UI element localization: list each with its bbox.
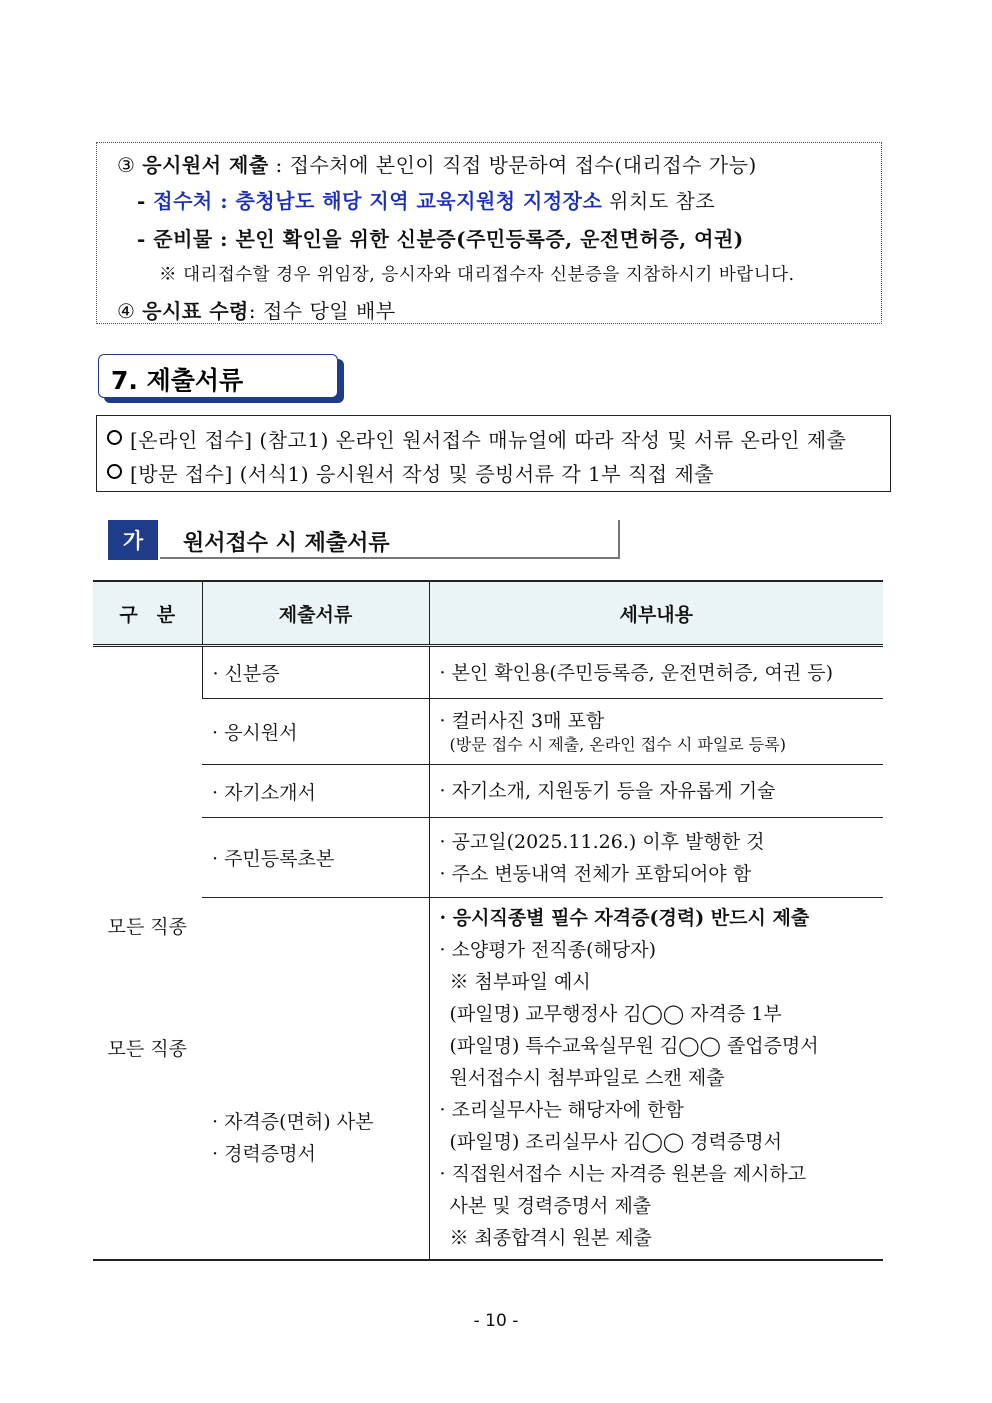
table-row <box>93 765 883 818</box>
reception-place-text: 접수처 : 충청남도 해당 지역 교육지원청 지정장소 <box>153 189 603 213</box>
detail-line: ※ 최종합격시 원본 제출 <box>449 1227 652 1249</box>
item-text: : 접수 당일 배부 <box>248 299 396 323</box>
item-number: ④ <box>117 299 136 323</box>
detail-cell <box>429 818 883 898</box>
detail-line: (파일명) 조리실무사 김◯◯ 경력증명서 <box>449 1131 782 1153</box>
reception-place-line <box>137 185 715 214</box>
detail-line: ※ 첨부파일 예시 <box>449 971 591 993</box>
table-header-row <box>93 581 883 646</box>
detail-line: · 컬러사진 3매 포함 <box>439 709 605 732</box>
circle-bullet-icon <box>107 464 122 479</box>
submission-info-box <box>96 142 882 324</box>
method-text: [온라인 접수] (참고1) 온라인 원서접수 매뉴얼에 따라 작성 및 서류 온라인 제출 <box>130 428 847 452</box>
header-category: 구 분 <box>93 581 202 646</box>
doc-cell: · 응시원서 <box>202 699 429 765</box>
detail-line: (파일명) 특수교육실무원 김◯◯ 졸업증명서 <box>449 1035 819 1057</box>
item-ticket <box>117 295 396 324</box>
documents-table <box>93 580 883 1261</box>
detail-cell <box>429 898 883 1260</box>
item-heading: 응시표 수령 <box>142 299 249 323</box>
detail-line: · 자기소개, 지원동기 등을 자유롭게 기술 <box>439 780 776 802</box>
table-row <box>93 898 883 1260</box>
item-number: ③ <box>117 153 136 177</box>
section-header <box>98 354 338 398</box>
detail-note: (방문 접수 시 제출, 온라인 접수 시 파일로 등록) <box>449 734 786 754</box>
submission-method-box <box>96 415 891 492</box>
detail-line: 사본 및 경력증명서 제출 <box>449 1195 652 1217</box>
detail-cell <box>429 699 883 765</box>
subsection-title: 원서접수 시 제출서류 <box>183 531 390 556</box>
detail-line: · 직접원서접수 시는 자격증 원본을 제시하고 <box>439 1163 807 1185</box>
page-number: - 10 - <box>473 1311 519 1331</box>
circle-bullet-icon <box>107 430 122 445</box>
detail-line: · 본인 확인용(주민등록증, 운전면허증, 여권 등) <box>439 661 834 684</box>
method-text: [방문 접수] (서식1) 응시원서 작성 및 증빙서류 각 1부 직접 제출 <box>130 462 715 486</box>
subsection-rule <box>618 520 620 559</box>
doc-cell: · 자기소개서 <box>202 765 429 818</box>
detail-line-bold: · 응시직종별 필수 자격증(경력) 반드시 제출 <box>439 907 810 929</box>
category-label: 모든 직종 <box>107 1037 187 1060</box>
table-row <box>93 818 883 898</box>
method-online <box>107 424 846 453</box>
detail-line: · 조리실무사는 해당자에 한함 <box>439 1099 684 1121</box>
required-items-line: - 준비물 : 본인 확인을 위한 신분증(주민등록증, 운전면허증, 여권) <box>137 227 744 251</box>
doc-line: · 자격증(면허) 사본 <box>212 1111 374 1134</box>
doc-line: · 경력증명서 <box>212 1143 316 1166</box>
detail-line: · 소양평가 전직종(해당자) <box>439 939 656 961</box>
category-label: 모든 직종 <box>107 915 187 938</box>
item-text: : 접수처에 본인이 직접 방문하여 접수(대리접수 가능) <box>268 153 757 177</box>
method-visit <box>107 458 714 487</box>
proxy-note: ※ 대리접수할 경우 위임장, 응시자와 대리접수자 신분증을 지참하시기 바랍니다. <box>159 265 795 285</box>
header-details: 세부내용 <box>429 581 883 646</box>
detail-cell <box>429 646 883 699</box>
detail-line: 원서접수시 첨부파일로 스캔 제출 <box>449 1067 725 1089</box>
item-heading: 응시원서 제출 <box>142 153 269 177</box>
dash: - <box>137 189 154 213</box>
reception-place-ref: 위치도 참조 <box>602 189 716 213</box>
detail-line: · 주소 변동내역 전체가 포함되어야 함 <box>439 862 752 885</box>
table-row <box>93 646 883 699</box>
section-title: 7. 제출서류 <box>111 366 244 395</box>
table-row <box>93 699 883 765</box>
category-cell <box>93 646 202 1260</box>
subsection-underline <box>160 557 620 559</box>
detail-cell <box>429 765 883 818</box>
item-application-submit <box>117 149 757 178</box>
detail-line: · 공고일(2025.11.26.) 이후 발행한 것 <box>439 830 765 853</box>
detail-line: (파일명) 교무행정사 김◯◯ 자격증 1부 <box>449 1003 782 1025</box>
subsection-badge: 가 <box>108 520 158 560</box>
doc-cell: · 주민등록초본 <box>202 818 429 898</box>
doc-cell <box>202 898 429 1260</box>
doc-cell: · 신분증 <box>202 646 429 699</box>
header-documents: 제출서류 <box>202 581 429 646</box>
